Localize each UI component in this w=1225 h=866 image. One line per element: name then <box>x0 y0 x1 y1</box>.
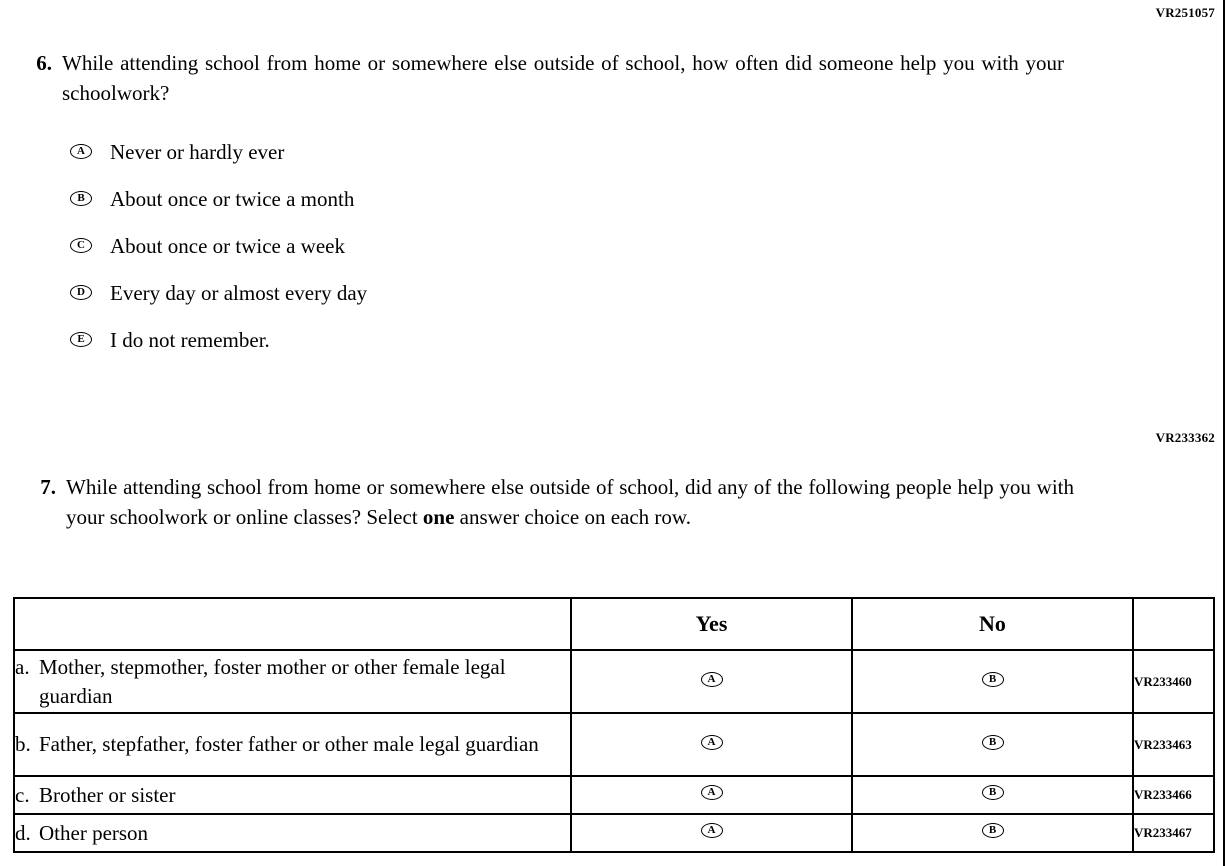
row-b-text: Father, stepfather, foster father or other male legal guardian <box>39 732 539 756</box>
item-code-question-7: VR233362 <box>1155 430 1215 445</box>
table-header-row <box>14 598 1214 650</box>
question-6 <box>28 48 1078 108</box>
bubble-c-icon[interactable]: C <box>70 238 92 253</box>
question-7-text <box>66 472 1074 532</box>
row-a-text: Mother, stepmother, foster mother or other female legal guardian <box>39 654 506 708</box>
table-row <box>14 713 1214 776</box>
option-label-d: Every day or almost every day <box>110 280 368 305</box>
table-row <box>14 814 1214 852</box>
option-row-d[interactable] <box>70 269 367 316</box>
table-row <box>14 776 1214 814</box>
option-label-c: About once or twice a week <box>110 233 345 258</box>
row-c-item <box>14 776 571 814</box>
table-row <box>14 650 1214 713</box>
question-6-options <box>70 128 367 363</box>
row-a-yes-cell[interactable] <box>571 650 852 713</box>
header-code-blank <box>1133 598 1214 650</box>
row-b-yes-bubble-icon[interactable]: A <box>701 735 723 750</box>
row-b-yes-cell[interactable] <box>571 713 852 776</box>
option-label-a: Never or hardly ever <box>110 139 285 164</box>
row-a-yes-bubble-icon[interactable]: A <box>701 672 723 687</box>
question-7-text-part2: answer choice on each row. <box>454 505 691 529</box>
item-code-top: VR251057 <box>1155 5 1215 20</box>
row-d-yes-cell[interactable] <box>571 814 852 852</box>
header-no: No <box>852 598 1133 650</box>
question-7 <box>32 472 1092 532</box>
row-a-index: a. <box>15 654 30 679</box>
option-label-b: About once or twice a month <box>110 186 355 211</box>
row-d-item <box>14 814 571 852</box>
row-c-no-bubble-icon[interactable]: B <box>982 785 1004 800</box>
option-row-b[interactable] <box>70 175 367 222</box>
row-c-text: Brother or sister <box>39 782 176 807</box>
row-c-yes-cell[interactable] <box>571 776 852 814</box>
question-7-text-part1: While attending school from home or somewhere else outside of school, did any of the following people help you with your schoolwork or online classes? Select <box>66 475 1074 529</box>
row-a-code: VR233460 <box>1133 650 1214 713</box>
row-c-yes-bubble-icon[interactable]: A <box>701 785 723 800</box>
row-b-code: VR233463 <box>1133 713 1214 776</box>
question-6-number: 6. <box>36 51 52 75</box>
bubble-e-icon[interactable]: E <box>70 332 92 347</box>
row-a-item <box>14 650 571 713</box>
option-label-e: I do not remember. <box>110 327 270 352</box>
row-d-no-bubble-icon[interactable]: B <box>982 823 1004 838</box>
question-7-number: 7. <box>40 475 56 499</box>
row-d-index: d. <box>15 820 31 845</box>
row-d-no-cell[interactable] <box>852 814 1133 852</box>
row-d-yes-bubble-icon[interactable]: A <box>701 823 723 838</box>
row-b-index: b. <box>15 732 31 756</box>
question-6-text: While attending school from home or somewhere else outside of school, how often did someone help you with your schoolwork? <box>62 51 1064 105</box>
option-row-a[interactable] <box>70 128 367 175</box>
row-c-index: c. <box>15 782 30 807</box>
row-d-code: VR233467 <box>1133 814 1214 852</box>
row-c-no-cell[interactable] <box>852 776 1133 814</box>
row-c-code: VR233466 <box>1133 776 1214 814</box>
option-row-c[interactable] <box>70 222 367 269</box>
question-7-matrix-table <box>13 597 1215 853</box>
bubble-a-icon[interactable]: A <box>70 144 92 159</box>
row-b-no-bubble-icon[interactable]: B <box>982 735 1004 750</box>
row-a-no-cell[interactable] <box>852 650 1133 713</box>
row-b-no-cell[interactable] <box>852 713 1133 776</box>
bubble-b-icon[interactable]: B <box>70 191 92 206</box>
row-d-text: Other person <box>39 820 149 845</box>
bubble-d-icon[interactable]: D <box>70 285 92 300</box>
question-7-text-emphasis: one <box>422 505 455 529</box>
header-yes: Yes <box>571 598 852 650</box>
row-b-item <box>14 713 571 776</box>
row-a-no-bubble-icon[interactable]: B <box>982 672 1004 687</box>
option-row-e[interactable] <box>70 316 367 363</box>
header-blank <box>14 598 571 650</box>
